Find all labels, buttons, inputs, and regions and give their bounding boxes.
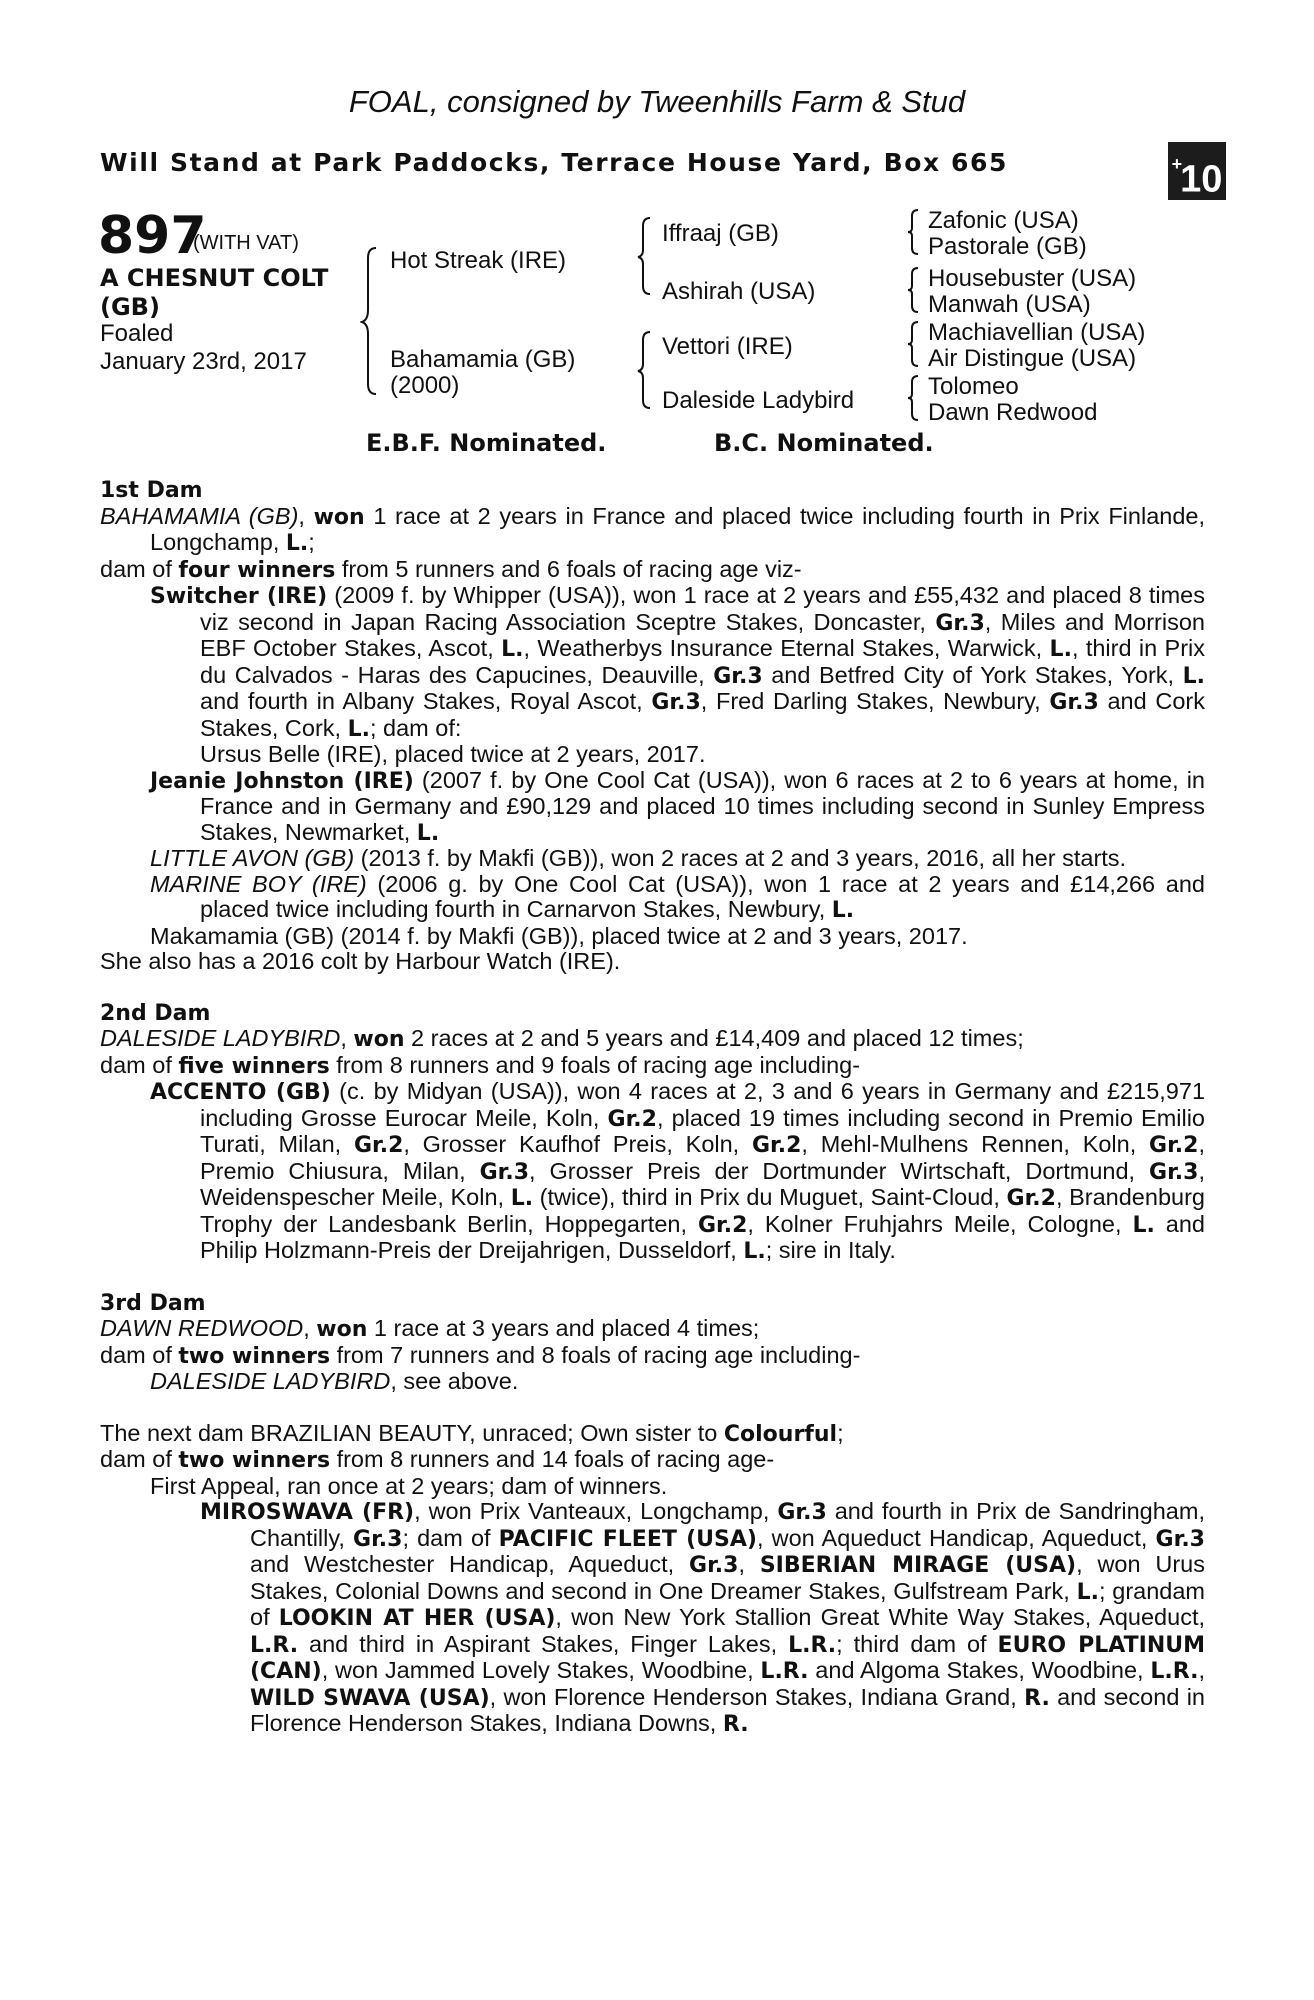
- first-dam-heading: 1st Dam: [100, 478, 203, 503]
- foaled-date: January 23rd, 2017: [100, 348, 307, 375]
- dam-line-brace-icon: [636, 330, 652, 410]
- first-dam-produce-line: dam of four winners from 5 runners and 6 foals of racing age viz-: [100, 555, 802, 583]
- dam-sire: Vettori (IRE): [662, 333, 793, 360]
- also-has-line: She also has a 2016 colt by Harbour Watch (IRE).: [100, 948, 621, 974]
- brace-4-icon: [906, 374, 920, 422]
- produce-jeanie-johnston: Jeanie Johnston (IRE) (2007 f. by One Cool Cat (USA)), won 6 races at 2 to 6 years at home, in France and in Germany and £90,129 and placed 10 times including second in Sunley Empress Stakes, Newmarket, L.: [150, 766, 1205, 846]
- foaled-info: [100, 320, 307, 376]
- stand-location: Will Stand at Park Paddocks, Terrace House Yard, Box 665: [100, 148, 1009, 177]
- ancestor-pastorale: Pastorale (GB): [928, 233, 1087, 260]
- dam-name: Bahamamia (GB): [390, 346, 576, 373]
- produce-marine-boy: MARINE BOY (IRE) (2006 g. by One Cool Cat (USA)), won 1 race at 2 years and £14,266 and placed twice including fourth in Carnarvon Stakes, Newbury, L.: [150, 870, 1205, 923]
- badge-plus: +: [1171, 154, 1183, 174]
- ancestor-air-distingue: Air Distingue (USA): [928, 345, 1137, 372]
- vat-note: (WITH VAT): [193, 232, 299, 254]
- sire-line-brace-icon: [636, 216, 652, 296]
- sire-dam: Ashirah (USA): [662, 278, 816, 305]
- produce-ursus-belle: Ursus Belle (IRE), placed twice at 2 years, 2017.: [200, 741, 706, 767]
- brace-3-icon: [906, 320, 920, 368]
- ancestor-machiavellian: Machiavellian (USA): [928, 319, 1146, 346]
- badge-number: 10: [1180, 158, 1223, 201]
- fourth-dam-produce-line: dam of two winners from 8 runners and 14 foals of racing age-: [100, 1446, 775, 1473]
- third-dam-produce-line: dam of two winners from 7 runners and 8 foals of racing age including-: [100, 1341, 861, 1369]
- ebf-nominated: E.B.F. Nominated.: [366, 429, 607, 457]
- ancestor-zafonic: Zafonic (USA): [928, 207, 1079, 234]
- dam-year: (2000): [390, 372, 460, 399]
- produce-little-avon: LITTLE AVON (GB) (2013 f. by Makfi (GB)), won 2 races at 2 and 3 years, 2016, all her starts.: [150, 845, 1127, 871]
- ancestor-tolomeo: Tolomeo: [928, 373, 1019, 400]
- fourth-dam-summary: The next dam BRAZILIAN BEAUTY, unraced; Own sister to Colourful;: [100, 1419, 844, 1447]
- bc-nominated: B.C. Nominated.: [714, 429, 934, 457]
- ten-badge-icon: [1168, 142, 1226, 200]
- produce-daleside-ladybird: DALESIDE LADYBIRD, see above.: [150, 1368, 519, 1394]
- third-dam-heading: 3rd Dam: [100, 1290, 206, 1316]
- dam-dam: Daleside Ladybird: [662, 387, 855, 414]
- catalogue-body: [100, 478, 1205, 1738]
- produce-accento: ACCENTO (GB) (c. by Midyan (USA)), won 4 races at 2, 3 and 6 years in Germany and £215,971 including Grosse Eurocar Meile, Koln, Gr.2, placed 19 times including second in Premio Emilio Turati, Milan, Gr.2, Grosser Kaufhof Preis, Koln, Gr.2, Mehl-Mulhens Rennen, Koln, Gr.2, Premio Chiusura, Milan, Gr.3, Grosser Preis der Dortmunder Wirtschaft, Dortmund, Gr.3, Weidenspescher Meile, Koln, L. (twice), third in Prix du Muguet, Saint-Cloud, Gr.2, Brandenburg Trophy der Landesbank Berlin, Hoppegarten, Gr.2, Kolner Fruhjahrs Meile, Cologne, L. and Philip Holzmann-Preis der Dreijahrigen, Dusseldorf, L.; sire in Italy.: [150, 1078, 1206, 1264]
- ancestor-dawn-redwood: Dawn Redwood: [928, 399, 1098, 426]
- brace-2-icon: [906, 266, 920, 314]
- produce-miroswava: MIROSWAVA (FR), won Prix Vanteaux, Longchamp, Gr.3 and fourth in Prix de Sandringham, Chantilly, Gr.3; dam of PACIFIC FLEET (USA), won Aqueduct Handicap, Aqueduct, Gr.3 and Westchester Handicap, Aqueduct, Gr.3, SIBERIAN MIRAGE (USA), won Urus Stakes, Colonial Downs and second in One Dreamer Stakes, Gulfstream Park, L.; grandam of LOOKIN AT HER (USA), won New York Stallion Great White Way Stakes, Aqueduct, L.R. and third in Aspirant Stakes, Finger Lakes, L.R.; third dam of EURO PLATINUM (CAN), won Jammed Lovely Stakes, Woodbine, L.R. and Algoma Stakes, Woodbine, L.R., WILD SWAVA (USA), won Florence Henderson Stakes, Indiana Grand, R. and second in Florence Henderson Stakes, Indiana Downs, R.: [200, 1498, 1206, 1737]
- second-dam-summary: DALESIDE LADYBIRD, won 2 races at 2 and 5 years and £14,409 and placed 12 times;: [100, 1025, 1024, 1052]
- ancestor-manwah: Manwah (USA): [928, 291, 1091, 318]
- first-dam-summary: BAHAMAMIA (GB), won 1 race at 2 years in France and placed twice including fourth in Prix Finlande, Longchamp, L.;: [100, 502, 1205, 556]
- brace-1-icon: [906, 208, 920, 256]
- sire-name: Hot Streak (IRE): [390, 247, 567, 274]
- sire-sire: Iffraaj (GB): [662, 220, 779, 247]
- produce-makamamia: Makamamia (GB) (2014 f. by Makfi (GB)), placed twice at 2 and 3 years, 2017.: [150, 922, 968, 949]
- lot-description: A CHESNUT COLT (GB): [100, 264, 329, 321]
- foaled-label: Foaled: [100, 320, 174, 347]
- lot-number: 897: [98, 206, 207, 266]
- second-dam-produce-line: dam of five winners from 8 runners and 9 foals of racing age including-: [100, 1051, 861, 1079]
- third-dam-summary: DAWN REDWOOD, won 1 race at 3 years and placed 4 times;: [100, 1315, 760, 1342]
- produce-switcher: Switcher (IRE) (2009 f. by Whipper (USA)), won 1 race at 2 years and £55,432 and placed 8 times viz second in Japan Racing Association Sceptre Stakes, Doncaster, Gr.3, Miles and Morrison EBF October Stakes, Ascot, L., Weatherbys Insurance Eternal Stakes, Warwick, L., third in Prix du Calvados - Haras des Capucines, Deauville, Gr.3 and Betfred City of York Stakes, York, L. and fourth in Albany Stakes, Royal Ascot, Gr.3, Fred Darling Stakes, Newbury, Gr.3 and Cork Stakes, Cork, L.; dam of:: [150, 582, 1206, 742]
- produce-first-appeal: First Appeal, ran once at 2 years; dam of winners.: [150, 1472, 668, 1499]
- consignor-line: FOAL, consigned by Tweenhills Farm & Stud: [348, 84, 966, 119]
- ancestor-housebuster: Housebuster (USA): [928, 265, 1137, 292]
- sire-dam-brace-icon: [360, 246, 380, 396]
- second-dam-heading: 2nd Dam: [100, 1000, 211, 1026]
